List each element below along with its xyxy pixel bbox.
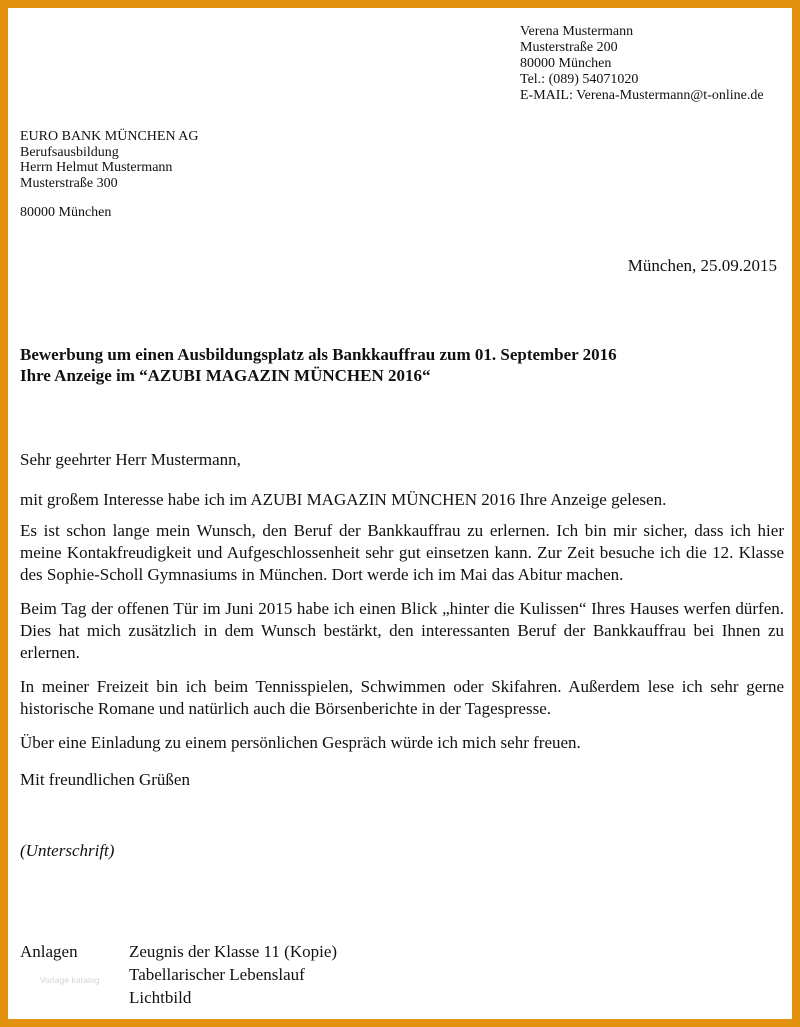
recipient-street: Musterstraße 300 bbox=[20, 175, 118, 191]
salutation: Sehr geehrter Herr Mustermann, bbox=[20, 450, 241, 469]
sender-name: Verena Mustermann bbox=[520, 24, 634, 39]
subject-block bbox=[20, 344, 780, 386]
attachments-list bbox=[129, 940, 337, 1009]
sender-address bbox=[520, 24, 764, 104]
recipient-address bbox=[20, 129, 199, 221]
subject-line-2: Ihre Anzeige im “AZUBI MAGAZIN MÜNCHEN 2016“ bbox=[20, 366, 431, 385]
signature-placeholder: (Unterschrift) bbox=[20, 841, 115, 860]
sender-street: Musterstraße 200 bbox=[520, 40, 618, 55]
watermark-text: Vorlage katalog bbox=[40, 976, 100, 985]
sender-phone: Tel.: (089) 54071020 bbox=[520, 72, 639, 87]
attachment-item: Lichtbild bbox=[129, 988, 192, 1007]
body-paragraph: Beim Tag der offenen Tür im Juni 2015 habe ich einen Blick „hinter die Kulissen“ Ihres Hauses werfen dürfen. Dies hat mich zusätzlich in dem Wunsch bestärkt, den interessanten Beruf der Bankkauffrau bei Ihnen zu erlernen. bbox=[20, 599, 784, 662]
sender-city: 80000 München bbox=[520, 56, 612, 71]
sender-email: E-MAIL: Verena-Mustermann@t-online.de bbox=[520, 88, 764, 103]
attachment-item: Tabellarischer Lebenslauf bbox=[129, 965, 305, 984]
recipient-person: Herrn Helmut Mustermann bbox=[20, 160, 173, 175]
subject-line-1: Bewerbung um einen Ausbildungsplatz als Bankkauffrau zum 01. September 2016 bbox=[20, 345, 617, 364]
letter-date: München, 25.09.2015 bbox=[627, 256, 777, 275]
body-paragraph: Über eine Einladung zu einem persönlichen Gespräch würde ich mich sehr freuen. bbox=[20, 733, 581, 752]
body-paragraph: mit großem Interesse habe ich im AZUBI MAGAZIN MÜNCHEN 2016 Ihre Anzeige gelesen. bbox=[20, 490, 667, 509]
closing-phrase: Mit freundlichen Grüßen bbox=[20, 770, 190, 789]
letter-body bbox=[20, 449, 784, 791]
recipient-department: Berufsausbildung bbox=[20, 144, 119, 160]
attachments-label: Anlagen bbox=[20, 942, 78, 961]
recipient-company: EURO BANK MÜNCHEN AG bbox=[20, 129, 199, 144]
attachment-item: Zeugnis der Klasse 11 (Kopie) bbox=[129, 942, 338, 961]
body-paragraph: In meiner Freizeit bin ich beim Tennisspielen, Schwimmen oder Skifahren. Außerdem lese ich sehr gerne historische Romane und natürlich auch die Börsenberichte in der Tagespresse. bbox=[20, 677, 784, 718]
body-paragraph: Es ist schon lange mein Wunsch, den Beruf der Bankkauffrau zu erlernen. Ich bin mir sicher, dass ich hier meine Kontakfreudigkeit und Aufgeschlossenheit sehr gut einsetzen kann. Zur Zeit besuche ich die 12. Klasse des Sophie-Scholl Gymnasiums in München. Dort werde ich im Mai das Abitur machen. bbox=[20, 521, 784, 584]
recipient-city: 80000 München bbox=[20, 205, 112, 220]
